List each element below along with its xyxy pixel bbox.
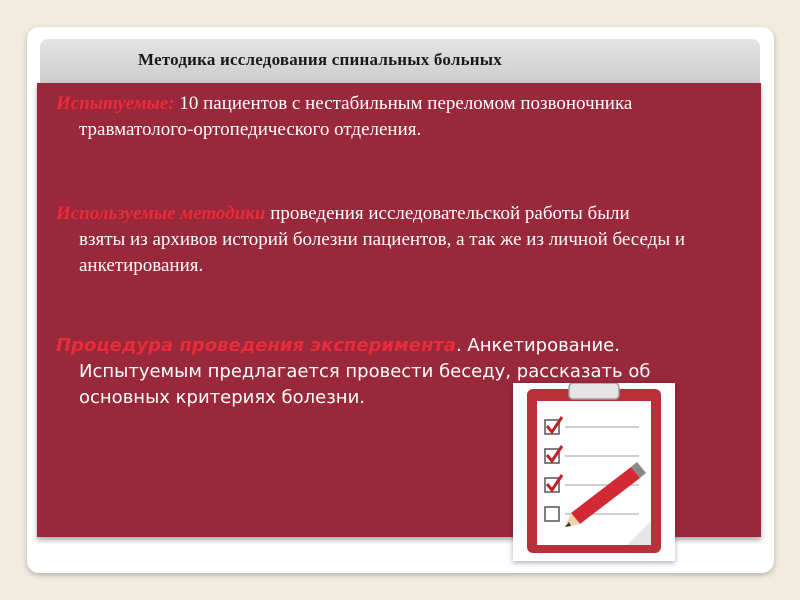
subjects-text-continued: травматолого-ортопедического отделения. xyxy=(79,119,422,140)
procedure-text-continued: Испытуемым предлагается провести беседу, рассказать об основных критериях болезни. xyxy=(79,361,651,408)
methods-text-continued: взяты из архивов историй болезни пациентов, а так же из личной беседы и анкетирования. xyxy=(79,229,686,276)
checked-box-2 xyxy=(545,446,562,463)
clipboard-checklist-pencil-icon xyxy=(513,383,675,561)
checked-box-1 xyxy=(545,417,562,434)
slide-title: Методика исследования спинальных больных xyxy=(138,50,502,69)
unchecked-box xyxy=(545,507,559,521)
subjects-text: 10 пациентов с нестабильным переломом позвоночника xyxy=(174,93,633,114)
subjects-label: Испытуемые: xyxy=(56,93,175,114)
paragraph-subjects xyxy=(56,91,746,143)
methods-text: проведения исследовательской работы были xyxy=(265,203,630,224)
procedure-text: . Анкетирование. xyxy=(455,335,620,356)
paragraph-methods xyxy=(56,201,746,279)
procedure-label: Процедура проведения эксперимента xyxy=(56,335,456,356)
methods-label: Используемые методики xyxy=(56,203,266,224)
checked-box-3 xyxy=(545,475,562,492)
clipboard-clip xyxy=(569,383,619,399)
